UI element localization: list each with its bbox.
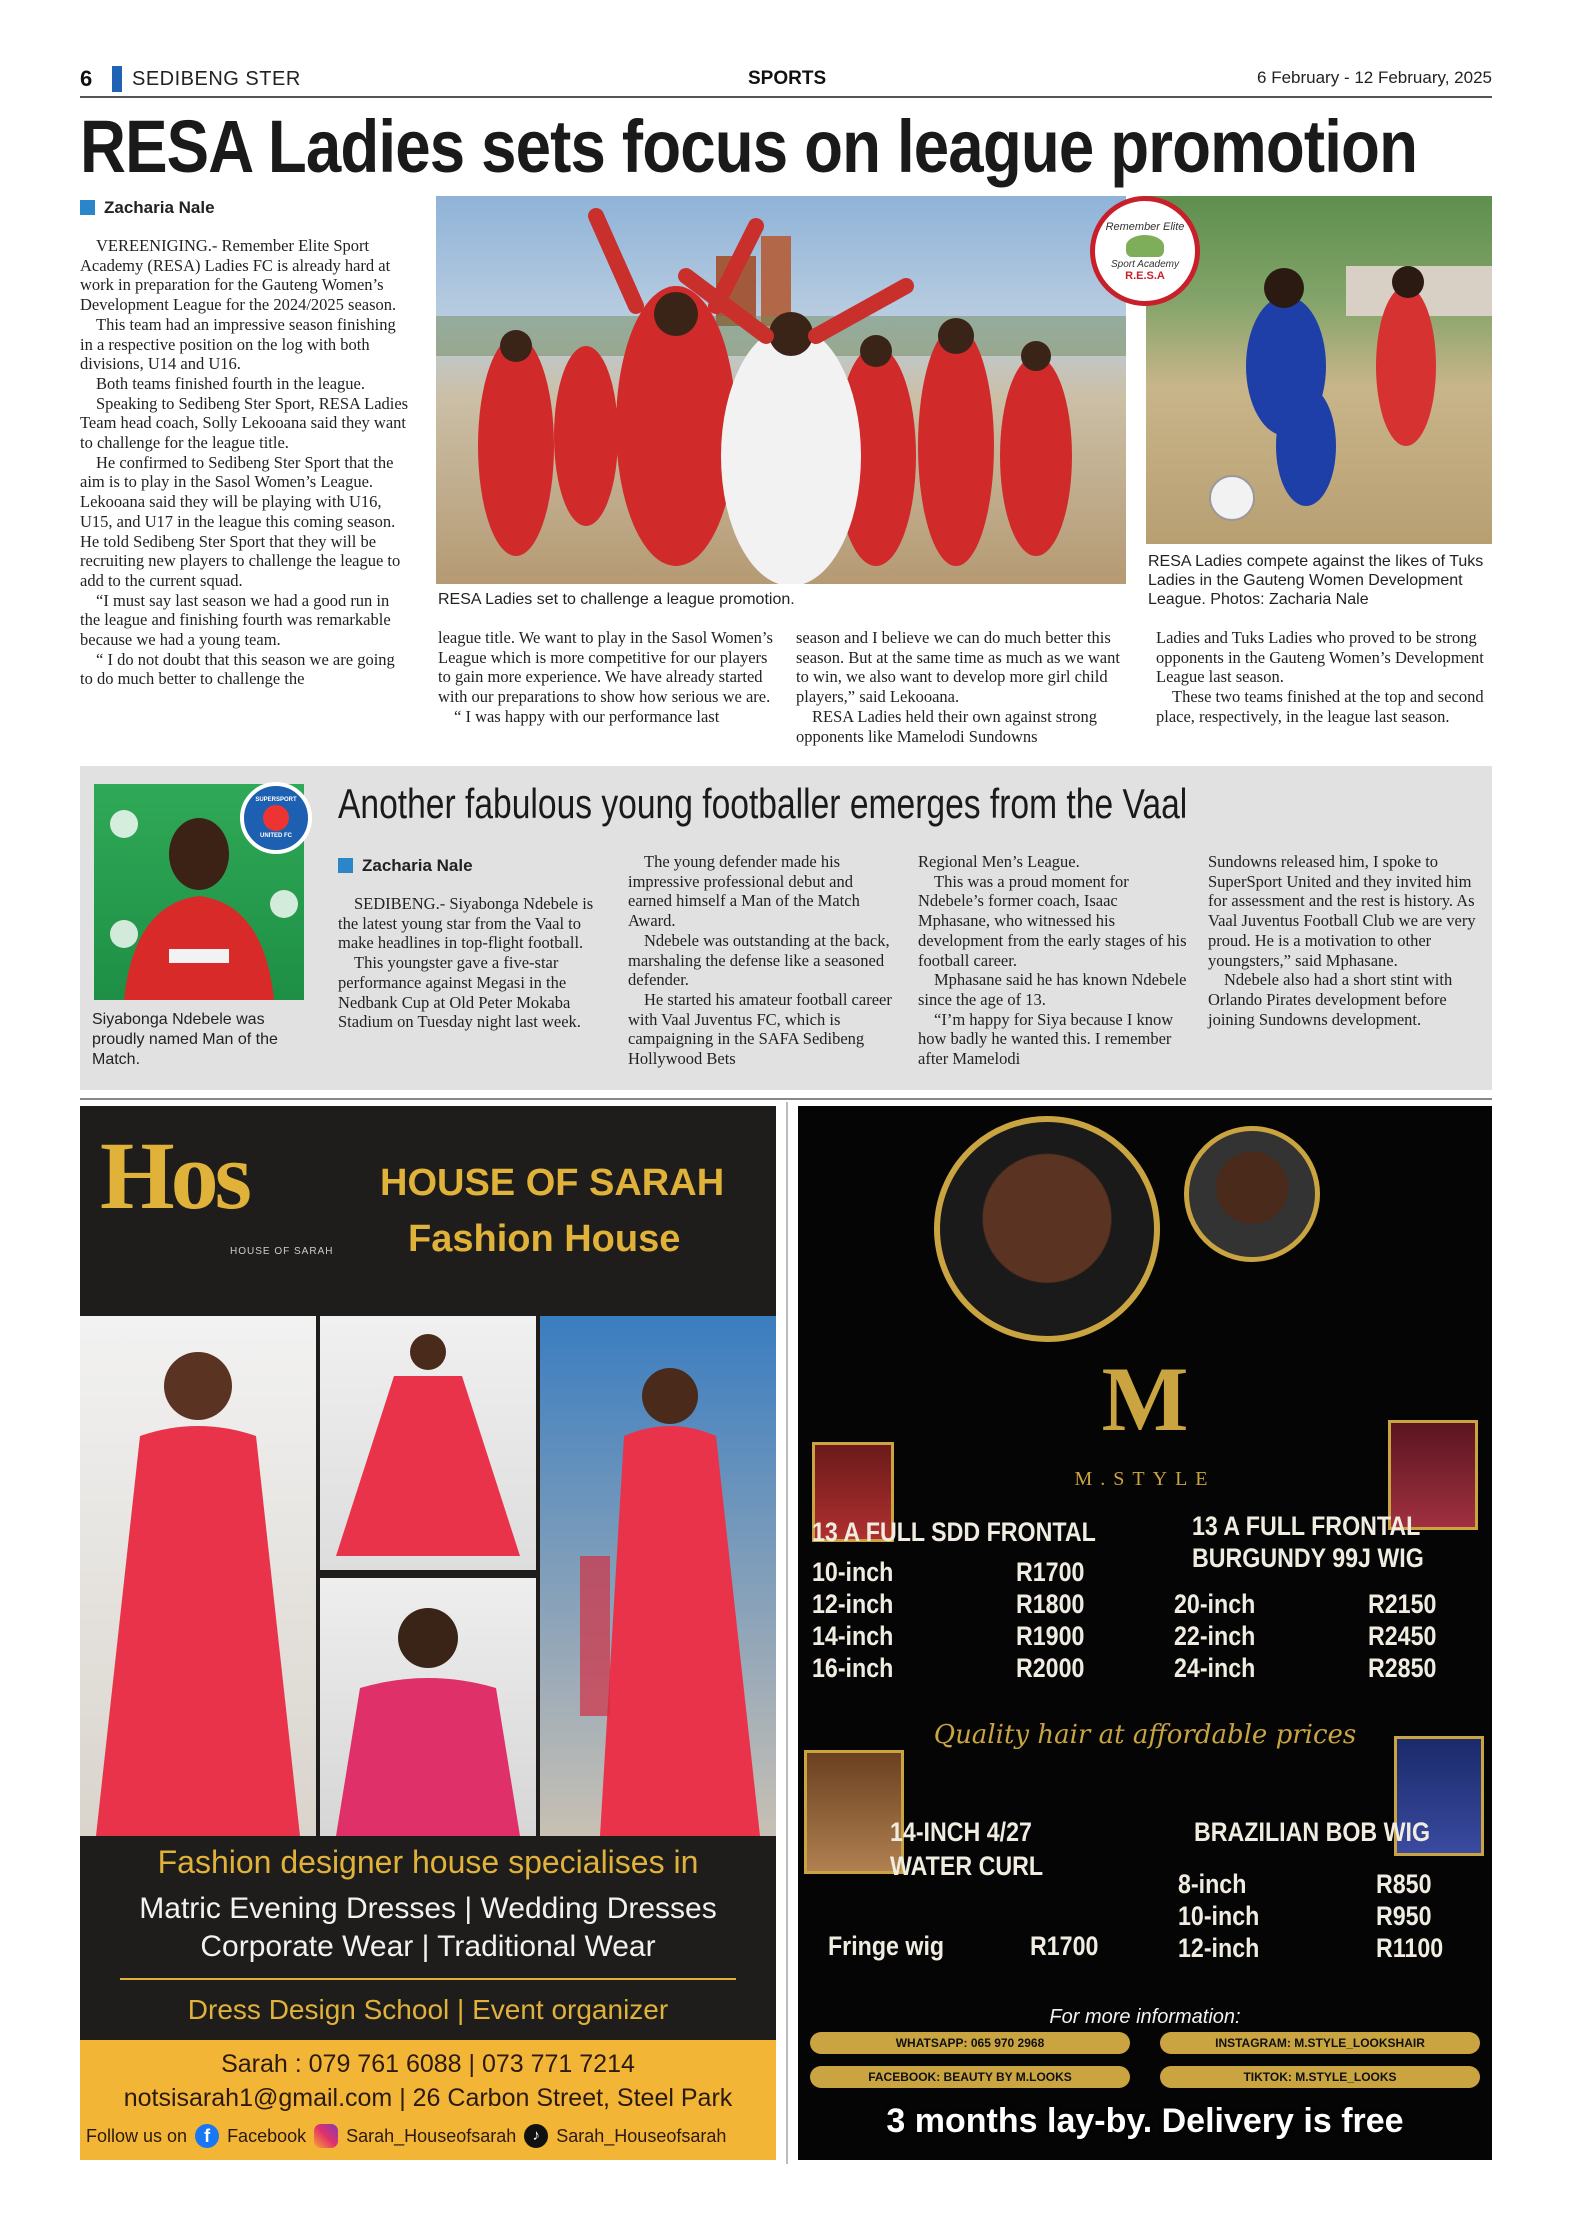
model-photo-4 <box>540 1316 776 1836</box>
issue-dates: 6 February - 12 February, 2025 <box>1257 68 1492 87</box>
paragraph: Both teams finished fourth in the league. <box>96 373 365 393</box>
story2-column-4 <box>1208 852 1480 1029</box>
bob-prices <box>1376 1868 1454 1964</box>
header-rule <box>80 96 1492 98</box>
section-rule <box>80 1098 1492 1100</box>
byline-marker <box>80 200 95 215</box>
paragraph: “ I was happy with our performance last <box>454 706 720 726</box>
paragraph: He confirmed to Sedibeng Ster Sport that the aim is to play in the Sasol Women’s League. Lekooana said they will be playing with U16, U15, and U17 in the league this coming season. He told Sedibeng Ster Sport that they will be recruiting new players to challenge the league to add to the current squad. <box>80 452 401 590</box>
size-label: 22-inch <box>1174 1621 1256 1651</box>
size-label: 12-inch <box>812 1589 894 1619</box>
story1-column-3 <box>796 628 1130 746</box>
bob-sizes <box>1178 1868 1273 1964</box>
paragraph: Speaking to Sedibeng Ster Sport, RESA Ladies Team head coach, Solly Lekooana said they want to challenge for the league title. <box>80 393 409 453</box>
story1-main-photo <box>436 196 1126 584</box>
celebrating-team-image <box>436 196 1126 584</box>
hos-logo-mark: Hos <box>100 1122 249 1229</box>
price-label: R2000 <box>1016 1653 1085 1683</box>
emblem-icon <box>263 805 289 831</box>
story1-column-2 <box>438 628 776 727</box>
paragraph: league title. We want to play in the Sasol Women’s League which is more competitive for our players to gain more experience. We have already started with our preparations to show how serious we are. <box>438 628 773 707</box>
portrait-secondary <box>1184 1126 1320 1262</box>
badge-line-1: SUPERSPORT <box>255 797 297 803</box>
frontal-prices <box>1016 1556 1096 1684</box>
instagram-icon <box>314 2124 338 2148</box>
house-of-sarah-ad <box>80 1106 776 2160</box>
price-label: R1800 <box>1016 1589 1085 1619</box>
paragraph: This team had an impressive season finishing in a respective position on the log with both divisions, U14 and U16. <box>80 314 396 374</box>
paragraph: “I must say last season we had a good run in the league and finishing fourth was remarkable because we had a young team. <box>80 590 391 650</box>
facebook-icon: f <box>195 2124 219 2148</box>
badge-line-2: UNITED FC <box>260 833 292 839</box>
size-label: 24-inch <box>1174 1653 1256 1683</box>
paragraph: “I’m happy for Siya because I know how badly he wanted this. I remember after Mamelodi <box>918 1009 1174 1069</box>
story1-column-4 <box>1156 628 1492 727</box>
m-style-ad <box>798 1106 1492 2160</box>
story1-byline: Zacharia Nale <box>104 198 215 217</box>
m-brand-mark: M <box>1101 1348 1189 1450</box>
paragraph: season and I believe we can do much better this season. But at the same time as much as we want to win, we also want to develop more girl child players,” said Lekooana. <box>796 628 1120 707</box>
tiktok-icon: ♪ <box>524 2124 548 2148</box>
wig-photo-curl <box>804 1750 904 1874</box>
layby-footer: 3 months lay-by. Delivery is free <box>886 2102 1404 2140</box>
price-label: R2450 <box>1368 1621 1437 1651</box>
byline-marker <box>338 858 353 873</box>
follow-label: Follow us on <box>86 2125 188 2146</box>
evening-gown-image <box>540 1316 776 1836</box>
curl-title-2: WATER CURL <box>890 1851 1044 1881</box>
paragraph: “ I do not doubt that this season we are going to do much better to challenge the <box>80 649 395 689</box>
frontal-title: 13 A FULL SDD FRONTAL <box>812 1517 1096 1547</box>
price-label: R1100 <box>1376 1933 1444 1963</box>
ad-divider <box>786 1102 788 2164</box>
burgundy-prices <box>1368 1588 1448 1684</box>
story1-photo1-caption: RESA Ladies set to challenge a league promotion. <box>438 591 795 608</box>
size-label: 10-inch <box>812 1557 894 1587</box>
logo-line-1: Remember Elite <box>1105 220 1185 233</box>
resa-logo <box>1090 196 1200 306</box>
size-label: 10-inch <box>1178 1901 1260 1931</box>
paragraph: This youngster gave a five-star performance against Megasi in the Nedbank Cup at Old Peter Mokaba Stadium on Tuesday night last week. <box>338 953 581 1032</box>
paragraph: VEREENIGING.- Remember Elite Sport Academy (RESA) Ladies FC is already hard at work in preparation for the Gauteng Women’s Development League for the 2024/2025 season. <box>80 236 397 315</box>
story2-photo-caption: Siyabonga Ndebele was proudly named Man of the Match. <box>92 1011 278 1068</box>
page-number: 6 <box>80 66 93 91</box>
paragraph: This was a proud moment for Ndebele’s former coach, Isaac Mphasane, who witnessed his development from the early stages of his football career. <box>918 871 1187 970</box>
burgundy-title-2: BURGUNDY 99J WIG <box>1192 1543 1424 1573</box>
gold-divider <box>120 1978 736 1980</box>
story2-column-2 <box>628 852 900 1069</box>
fuchsia-dress-image <box>320 1578 536 1836</box>
story1-headline: RESA Ladies sets focus on league promotion <box>80 105 1418 188</box>
model-photo-1 <box>80 1316 316 1836</box>
fringe-label: Fringe wig <box>828 1931 945 1961</box>
publication-name: SEDIBENG STER <box>132 68 301 90</box>
paragraph: SEDIBENG.- Siyabonga Ndebele is the latest young star from the Vaal to make headlines in top-flight football. <box>338 894 594 953</box>
size-label: 12-inch <box>1178 1933 1260 1963</box>
paragraph: Mphasane said he has known Ndebele since the age of 13. <box>918 970 1187 1009</box>
paragraph: The young defender made his impressive professional debut and earned himself a Man of the Match Award. <box>628 852 860 931</box>
bob-title: BRAZILIAN BOB WIG <box>1194 1817 1431 1847</box>
social-row <box>86 2124 726 2148</box>
specialises-text: Fashion designer house specialises in <box>157 1844 699 1880</box>
story2-column-1 <box>338 894 606 1032</box>
paragraph: RESA Ladies held their own against strong opponents like Mamelodi Sundowns <box>796 706 1098 746</box>
services-line-3: Dress Design School | Event organizer <box>187 1994 669 2025</box>
paragraph: Ladies and Tuks Ladies who proved to be strong opponents in the Gauteng Women’s Development League last season. <box>1156 628 1484 687</box>
paragraph: Sundowns released him, I spoke to SuperSport United and they invited him for assessment and the rest is history. As Vaal Juventus Football Club we are very proud. He is a motivation to other youngsters,” said Mphasane. <box>1208 852 1476 970</box>
paragraph: Regional Men’s League. <box>918 852 1080 871</box>
curl-title-1: 14-INCH 4/27 <box>890 1817 1032 1847</box>
section-label: SPORTS <box>748 68 827 89</box>
red-gown-image <box>80 1316 316 1836</box>
story2-byline: Zacharia Nale <box>362 856 473 875</box>
portrait-main <box>934 1116 1160 1342</box>
story2-column-3 <box>918 852 1190 1069</box>
story2-headline: Another fabulous young footballer emerges from the Vaal <box>338 780 1188 827</box>
masthead-marker <box>112 66 122 92</box>
instagram-contact: INSTAGRAM: M.STYLE_LOOKSHAIR <box>1160 2032 1480 2054</box>
story1-column-1 <box>80 236 410 689</box>
facebook-handle: Facebook <box>227 2125 307 2146</box>
burgundy-sizes <box>1174 1588 1269 1684</box>
facebook-contact: FACEBOOK: BEAUTY BY M.LOOKS <box>810 2066 1130 2088</box>
burgundy-title-1: 13 A FULL FRONTAL <box>1192 1511 1421 1541</box>
price-label: R2150 <box>1368 1589 1437 1619</box>
frontal-sizes <box>812 1556 907 1684</box>
price-label: R1900 <box>1016 1621 1085 1651</box>
size-label: 20-inch <box>1174 1589 1256 1619</box>
logo-line-3: R.E.S.A <box>1125 269 1165 282</box>
whatsapp-contact: WHATSAPP: 065 970 2968 <box>810 2032 1130 2054</box>
supersport-badge <box>240 782 312 854</box>
model-photo-3 <box>320 1578 536 1836</box>
price-label: R1700 <box>1016 1557 1085 1587</box>
paragraph: Ndebele was outstanding at the back, marshaling the defense like a seasoned defender. <box>628 930 890 990</box>
paragraph: He started his amateur football career with Vaal Juventus FC, which is campaigning in the SAFA Sedibeng Hollywood Bets <box>628 989 892 1069</box>
mountain-icon <box>1126 235 1164 257</box>
m-brand-name: M.STYLE <box>1074 1468 1216 1490</box>
price-label: R950 <box>1376 1901 1432 1931</box>
pink-gown-image <box>320 1316 536 1570</box>
story1-photo2-caption: RESA Ladies compete against the likes of Tuks Ladies in the Gauteng Women Development League. Photos: Zacharia Nale <box>1148 553 1484 608</box>
ad-title-1: HOUSE OF SARAH <box>380 1162 725 1204</box>
services-line-1: Matric Evening Dresses | Wedding Dresses <box>139 1892 717 1925</box>
size-label: 14-inch <box>812 1621 894 1651</box>
logo-line-2: Sport Academy <box>1111 258 1179 270</box>
tiktok-handle: Sarah_Houseofsarah <box>556 2125 727 2146</box>
email-address: notsisarah1@gmail.com | 26 Carbon Street, Steel Park <box>123 2084 733 2112</box>
price-label: R2850 <box>1368 1653 1437 1683</box>
services-line-2: Corporate Wear | Traditional Wear <box>200 1930 656 1963</box>
instagram-handle: Sarah_Houseofsarah <box>346 2125 517 2146</box>
tiktok-contact: TIKTOK: M.STYLE_LOOKS <box>1160 2066 1480 2088</box>
fringe-price: R1700 <box>1030 1931 1099 1961</box>
paragraph: These two teams finished at the top and second place, respectively, in the league last season. <box>1156 687 1484 726</box>
paragraph: Ndebele also had a short stint with Orlando Pirates development before joining Sundowns development. <box>1208 970 1453 1029</box>
price-label: R850 <box>1376 1869 1432 1899</box>
hos-logo-sub: HOUSE OF SARAH <box>230 1246 334 1257</box>
more-info-label: For more information: <box>1049 2006 1241 2028</box>
size-label: 8-inch <box>1178 1869 1247 1899</box>
ad-title-2: Fashion House <box>408 1218 681 1260</box>
model-photo-2 <box>320 1316 536 1570</box>
phone-numbers: Sarah : 079 761 6088 | 073 771 7214 <box>221 2050 635 2078</box>
size-label: 16-inch <box>812 1653 894 1683</box>
tagline: Quality hair at affordable prices <box>933 1720 1357 1750</box>
